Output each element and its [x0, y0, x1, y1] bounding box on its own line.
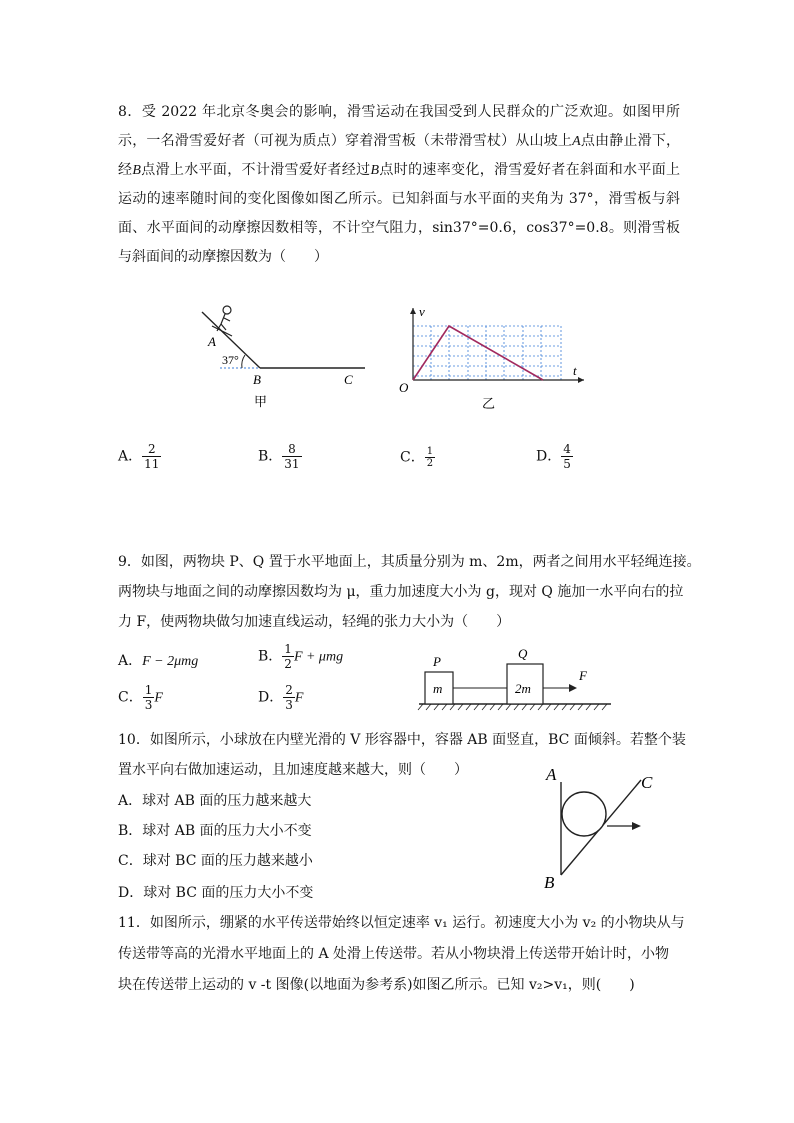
q9-line-1: 9．如图，两物块 P、Q 置于水平地面上，其质量分别为 m、2m，两者之间用水平轻绳连接。 [118, 554, 701, 570]
origin-label: O [399, 380, 409, 395]
q10-line-1: 10．如图所示，小球放在内壁光滑的 V 形容器中，容器 AB 面竖直，BC 面倾斜。若整个装 [118, 732, 686, 748]
q8-option-c: C． $\frac{1}{2}$ [400, 446, 434, 469]
fraction: $\frac{4}{5}$ [563, 442, 571, 471]
q10-option-b: B．球对 AB 面的压力大小不变 [118, 823, 312, 839]
q8-option-b: B． $\frac{8}{31}$ [258, 442, 300, 471]
caption-jia: 甲 [254, 394, 268, 409]
label-A: A [208, 334, 216, 349]
q9-line-3: 力 F，使两物块做匀加速直线运动，轻绳的张力大小为（ ） [118, 614, 511, 630]
q9-option-d: D． $\frac{2}{3}$ F [258, 683, 304, 712]
axis-label-v: v [419, 304, 425, 319]
label-B: B [544, 873, 555, 892]
q9-line-2: 两物块与地面之间的动摩擦因数均为 μ，重力加速度大小为 g，现对 Q 施加一水平向右的拉 [118, 584, 684, 600]
figure-yi-vt-graph [396, 302, 596, 414]
fraction: $\frac{1}{2}$ [284, 642, 292, 671]
fraction: $\frac{2}{3}$ [285, 683, 293, 712]
arrow-icon [632, 822, 641, 830]
label-C: C [641, 773, 653, 792]
label-m: m [433, 681, 443, 696]
label-2m: 2m [515, 681, 531, 696]
label-Q: Q [518, 646, 528, 661]
q10-option-c: C．球对 BC 面的压力越来越小 [118, 853, 313, 869]
skier-icon [212, 306, 232, 336]
label-F: F [579, 668, 587, 683]
label-A: A [546, 765, 557, 784]
label-P: P [433, 654, 441, 669]
question-8-text: 8．受 2022 年北京冬奥会的影响，滑雪运动在我国受到人民群众的广泛欢迎。如图甲所示，一名滑雪爱好者（可视为质点）穿着滑雪板（未带滑雪杖）从山坡上A点由静止滑下，经B点滑上水平面，不计滑雪爱好者经过B点时的速率变化，滑雪爱好者在斜面和水平面上运动的速率随时间的变化图像如图乙所示。已知斜面与水平面的夹角为 37°，滑雪板与斜面、水平面间的动摩擦因数相等，不计空气阻力，sin37°=0.6，cos37°=0.8。则滑雪板与斜面间的动摩擦因数为（ ） [118, 104, 681, 265]
figure-q10-v-container [535, 762, 665, 894]
q11-line-1: 11．如图所示，绷紧的水平传送带始终以恒定速率 v₁ 运行。初速度大小为 v₂ 的小物块从与 [118, 915, 685, 931]
figure-q9-blocks [415, 642, 615, 714]
q11-line-2: 传送带等高的光滑水平地面上的 A 处滑上传送带。若从小物块滑上传送带开始计时，小物 [118, 946, 670, 962]
q11-line-3: 块在传送带上运动的 v -t 图像(以地面为参考系)如图乙所示。已知 v₂>v₁，则( ) [118, 977, 635, 993]
velocity-line [413, 326, 543, 380]
fraction: $\frac{2}{11}$ [144, 442, 160, 471]
fraction: $\frac{1}{3}$ [144, 683, 153, 712]
fraction: $\frac{8}{31}$ [284, 442, 300, 471]
q9-option-a: A．F − 2μmg [118, 653, 199, 669]
q8-option-a: A． $\frac{2}{11}$ [118, 442, 160, 471]
caption-yi: 乙 [482, 396, 496, 411]
fraction: $\frac{1}{2}$ [426, 446, 434, 469]
q9-option-b: B． $\frac{1}{2}$ F + μmg [258, 642, 344, 671]
figure-jia-slope [190, 300, 375, 410]
label-C: C [344, 372, 353, 387]
angle-label: 37° [222, 353, 239, 367]
q8-option-d: D． $\frac{4}{5}$ [536, 442, 571, 471]
ball [562, 792, 606, 836]
q10-option-d: D．球对 BC 面的压力大小不变 [118, 885, 314, 901]
q10-line-2: 置水平向右做加速运动，且加速度越来越大，则（ ） [118, 762, 468, 778]
q9-option-c: C． $\frac{1}{3}$ F [118, 683, 163, 712]
q10-option-a: A．球对 AB 面的压力越来越大 [118, 793, 312, 809]
axis-label-t: t [573, 363, 577, 378]
arrow-icon [569, 684, 577, 692]
label-B: B [253, 372, 261, 387]
